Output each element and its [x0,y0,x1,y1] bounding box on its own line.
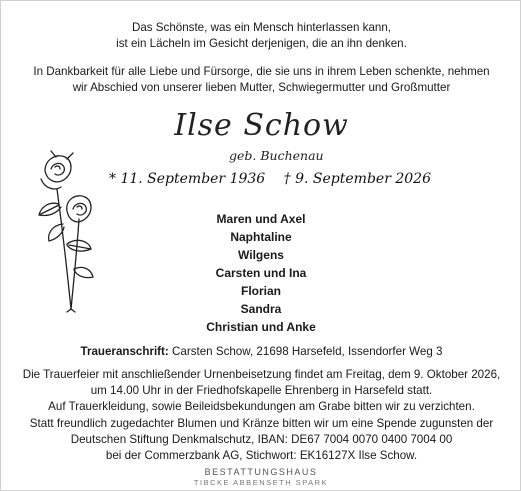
mourning-address [1,344,521,360]
address-value: Carsten Schow, 21698 Harsefeld, Issendorfer Weg 3 [172,345,443,358]
mourner-item: Christian und Anke [206,320,316,334]
donation-line-2: Deutschen Stiftung Denkmalschutz, IBAN: DE67 7004 0070 0400 7004 00 [70,433,453,446]
life-dates [109,171,519,187]
maiden-name: geb. Buchenau [229,148,324,163]
mourner-item: Carsten und Ina [215,266,307,280]
mourners-list [141,210,381,336]
mourner-item: Florian [240,284,281,298]
ceremony-text [1,367,521,399]
deceased-name: Ilse Schow [174,108,349,143]
mourner-item: Wilgens [238,248,284,262]
rose-illustration-icon [27,149,109,314]
mourner-item: Sandra [240,302,282,316]
clothing-note: Auf Trauerkleidung, sowie Beileidsbekundungen am Grabe bitten wir zu verzichten. [48,400,475,413]
intro-line-1: Das Schönste, was ein Mensch hinterlassen kann, [131,21,392,34]
donation-line-1: Statt freundlich zugedachter Blumen und Kränze bitten wir um eine Spende zugunsten der [29,417,494,430]
donation-line-3: bei der Commerzbank AG, Stichwort: EK16127X Ilse Schow. [105,449,418,462]
address-label: Traueranschrift: [80,345,169,358]
mourner-item: Naphtaline [230,230,292,244]
thanks-line-2: wir Abschied von unserer lieben Mutter, Schwiegermutter und Großmutter [72,81,451,94]
death-date: † 9. September 2026 [283,171,431,187]
thanks-line-1: In Dankbarkeit für alle Liebe und Fürsorge, die sie uns in ihrem Leben schenkte, nehmen [33,65,490,78]
birth-date: * 11. September 1936 [109,171,266,187]
intro-line-2: ist ein Lächeln im Gesicht derjenigen, die an ihn denken. [116,37,407,50]
logo-line-1: BESTATTUNGSHAUS [204,467,318,477]
ceremony-line-1: Die Trauerfeier mit anschließender Urnenbeisetzung findet am Freitag, dem 9. Oktober 2026, [22,368,501,381]
logo-line-2: TIBCKE ABBENSETH SPARK [193,478,329,487]
donation-text [1,416,521,464]
thanks-text [1,64,521,96]
funeral-home-logo [191,467,331,487]
ceremony-line-2: um 14.00 Uhr in der Friedhofskapelle Ehrenberg in Harsefeld statt. [90,384,433,397]
mourner-item: Maren und Axel [216,212,306,226]
intro-quote [1,20,521,52]
